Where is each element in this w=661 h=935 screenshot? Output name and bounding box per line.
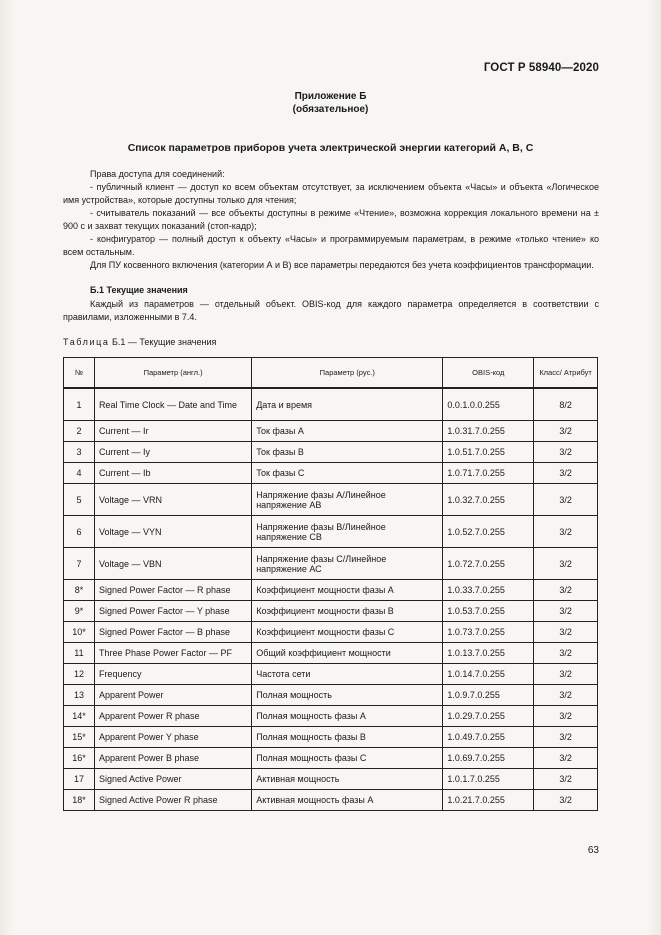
header-param-ru: Параметр (рус.) xyxy=(252,358,443,389)
cell-class: 3/2 xyxy=(534,601,598,622)
intro-paragraph: Права доступа для соединений: xyxy=(90,169,225,179)
cell-obis: 1.0.29.7.0.255 xyxy=(443,706,534,727)
cell-number: 17 xyxy=(64,769,95,790)
table-row xyxy=(64,388,598,421)
table-row xyxy=(64,706,598,727)
cell-obis: 1.0.13.7.0.255 xyxy=(443,643,534,664)
cell-obis: 1.0.32.7.0.255 xyxy=(443,484,534,516)
cell-class: 3/2 xyxy=(534,643,598,664)
cell-class: 3/2 xyxy=(534,421,598,442)
cell-param-ru: Активная мощность xyxy=(252,769,443,790)
main-title: Список параметров приборов учета электрической энергии категорий А, В, С xyxy=(127,142,534,154)
cell-number: 9* xyxy=(64,601,95,622)
cell-param-ru: Полная мощность фазы В xyxy=(252,727,443,748)
cell-number: 4 xyxy=(64,463,95,484)
cell-class: 3/2 xyxy=(534,548,598,580)
cell-param-ru: Полная мощность фазы А xyxy=(252,706,443,727)
cell-param-ru: Напряжение фазы С/Линейное напряжение АС xyxy=(252,548,443,580)
cell-obis: 1.0.21.7.0.255 xyxy=(443,790,534,811)
cell-obis: 1.0.69.7.0.255 xyxy=(443,748,534,769)
cell-param-ru: Ток фазы С xyxy=(252,463,443,484)
cell-param-en: Apparent Power R phase xyxy=(94,706,251,727)
cell-param-en: Current — Iy xyxy=(94,442,251,463)
cell-obis: 1.0.14.7.0.255 xyxy=(443,664,534,685)
header-param-en: Параметр (англ.) xyxy=(94,358,251,389)
cell-obis: 1.0.33.7.0.255 xyxy=(443,580,534,601)
cell-obis: 1.0.1.7.0.255 xyxy=(443,769,534,790)
cell-number: 8* xyxy=(64,580,95,601)
cell-number: 10* xyxy=(64,622,95,643)
cell-param-en: Apparent Power xyxy=(94,685,251,706)
cell-class: 3/2 xyxy=(534,484,598,516)
table-row xyxy=(64,643,598,664)
table-row xyxy=(64,548,598,580)
cell-class: 3/2 xyxy=(534,463,598,484)
table-caption xyxy=(63,337,216,347)
cell-param-en: Signed Power Factor — B phase xyxy=(94,622,251,643)
cell-param-ru: Полная мощность фазы С xyxy=(252,748,443,769)
cell-number: 5 xyxy=(64,484,95,516)
cell-number: 13 xyxy=(64,685,95,706)
intro-text xyxy=(63,168,599,272)
cell-class: 3/2 xyxy=(534,516,598,548)
cell-param-en: Real Time Clock — Date and Time xyxy=(94,388,251,421)
cell-class: 3/2 xyxy=(534,727,598,748)
cell-param-en: Signed Power Factor — R phase xyxy=(94,580,251,601)
cell-class: 3/2 xyxy=(534,442,598,463)
table-row xyxy=(64,727,598,748)
section-text xyxy=(63,298,599,324)
cell-param-ru: Общий коэффициент мощности xyxy=(252,643,443,664)
table-row xyxy=(64,685,598,706)
cell-number: 18* xyxy=(64,790,95,811)
table-row xyxy=(64,601,598,622)
cell-class: 3/2 xyxy=(534,748,598,769)
table-caption-rest: Б.1 — Текущие значения xyxy=(109,337,217,347)
cell-param-en: Signed Active Power xyxy=(94,769,251,790)
cell-class: 3/2 xyxy=(534,622,598,643)
cell-obis: 1.0.73.7.0.255 xyxy=(443,622,534,643)
table-row xyxy=(64,516,598,548)
cell-param-ru: Дата и время xyxy=(252,388,443,421)
cell-param-en: Apparent Power B phase xyxy=(94,748,251,769)
cell-number: 3 xyxy=(64,442,95,463)
intro-paragraph: Для ПУ косвенного включения (категории А и В) все параметры передаются без учета коэффициентов трансформации. xyxy=(90,260,594,270)
cell-param-ru: Напряжение фазы В/Линейное напряжение СВ xyxy=(252,516,443,548)
appendix-heading xyxy=(0,90,661,116)
page-number: 63 xyxy=(587,845,599,856)
cell-obis: 1.0.31.7.0.255 xyxy=(443,421,534,442)
header-class: Класс/ Атрибут xyxy=(534,358,598,389)
cell-number: 11 xyxy=(64,643,95,664)
cell-number: 1 xyxy=(64,388,95,421)
cell-number: 16* xyxy=(64,748,95,769)
cell-class: 8/2 xyxy=(534,388,598,421)
cell-param-en: Current — Ib xyxy=(94,463,251,484)
cell-param-ru: Частота сети xyxy=(252,664,443,685)
cell-obis: 1.0.53.7.0.255 xyxy=(443,601,534,622)
cell-param-ru: Коэффициент мощности фазы А xyxy=(252,580,443,601)
document-code: ГОСТ Р 58940—2020 xyxy=(483,62,599,74)
cell-number: 12 xyxy=(64,664,95,685)
cell-param-en: Signed Active Power R phase xyxy=(94,790,251,811)
table-row xyxy=(64,463,598,484)
cell-obis: 1.0.71.7.0.255 xyxy=(443,463,534,484)
cell-param-ru: Ток фазы В xyxy=(252,442,443,463)
intro-paragraph: - конфигуратор — полный доступ к объекту «Часы» и программируемым параметрам, в режиме «только чтение» ко всем остальным. xyxy=(63,234,599,257)
cell-param-ru: Коэффициент мощности фазы С xyxy=(252,622,443,643)
cell-class: 3/2 xyxy=(534,664,598,685)
cell-number: 6 xyxy=(64,516,95,548)
cell-obis: 0.0.1.0.0.255 xyxy=(443,388,534,421)
table-header-row xyxy=(64,358,598,389)
cell-param-ru: Ток фазы А xyxy=(252,421,443,442)
table-row xyxy=(64,622,598,643)
table-row xyxy=(64,769,598,790)
cell-param-en: Voltage — VBN xyxy=(94,548,251,580)
cell-param-en: Voltage — VYN xyxy=(94,516,251,548)
intro-paragraph: - публичный клиент — доступ ко всем объектам отсутствует, за исключением объекта «Часы» и объекта «Логическое имя устройства», которые доступны только для чтения; xyxy=(63,182,599,205)
cell-number: 7 xyxy=(64,548,95,580)
cell-class: 3/2 xyxy=(534,769,598,790)
cell-number: 15* xyxy=(64,727,95,748)
cell-param-ru: Полная мощность xyxy=(252,685,443,706)
table-row xyxy=(64,484,598,516)
appendix-title: Приложение Б xyxy=(294,91,367,102)
table-row xyxy=(64,790,598,811)
cell-param-en: Signed Power Factor — Y phase xyxy=(94,601,251,622)
table-row xyxy=(64,442,598,463)
table-row xyxy=(64,421,598,442)
cell-class: 3/2 xyxy=(534,790,598,811)
intro-paragraph: - считыватель показаний — все объекты доступны в режиме «Чтение», возможна коррекция локального времени на ± 900 с и захват текущих показаний (стоп-кадр); xyxy=(63,208,599,231)
table-row xyxy=(64,748,598,769)
table-body xyxy=(64,388,598,811)
cell-param-en: Voltage — VRN xyxy=(94,484,251,516)
parameters-table xyxy=(63,357,598,811)
cell-obis: 1.0.52.7.0.255 xyxy=(443,516,534,548)
cell-obis: 1.0.72.7.0.255 xyxy=(443,548,534,580)
cell-class: 3/2 xyxy=(534,685,598,706)
table-row xyxy=(64,580,598,601)
table-caption-word: Таблица xyxy=(63,337,110,347)
cell-param-en: Current — Ir xyxy=(94,421,251,442)
header-obis: OBIS-код xyxy=(443,358,534,389)
cell-param-en: Three Phase Power Factor — PF xyxy=(94,643,251,664)
cell-param-en: Frequency xyxy=(94,664,251,685)
cell-class: 3/2 xyxy=(534,580,598,601)
cell-obis: 1.0.49.7.0.255 xyxy=(443,727,534,748)
table-row xyxy=(64,664,598,685)
cell-param-ru: Напряжение фазы А/Линейное напряжение АВ xyxy=(252,484,443,516)
cell-number: 2 xyxy=(64,421,95,442)
header-number: № xyxy=(64,358,95,389)
appendix-subtitle: (обязательное) xyxy=(292,104,369,115)
cell-param-en: Apparent Power Y phase xyxy=(94,727,251,748)
cell-number: 14* xyxy=(64,706,95,727)
cell-param-ru: Активная мощность фазы А xyxy=(252,790,443,811)
cell-param-ru: Коэффициент мощности фазы В xyxy=(252,601,443,622)
section-paragraph: Каждый из параметров — отдельный объект. OBIS-код для каждого параметра определяется в соответствии с правилами, изложенными в 7.4. xyxy=(63,299,599,322)
cell-obis: 1.0.9.7.0.255 xyxy=(443,685,534,706)
cell-obis: 1.0.51.7.0.255 xyxy=(443,442,534,463)
cell-class: 3/2 xyxy=(534,706,598,727)
section-title: Б.1 Текущие значения xyxy=(90,285,188,295)
